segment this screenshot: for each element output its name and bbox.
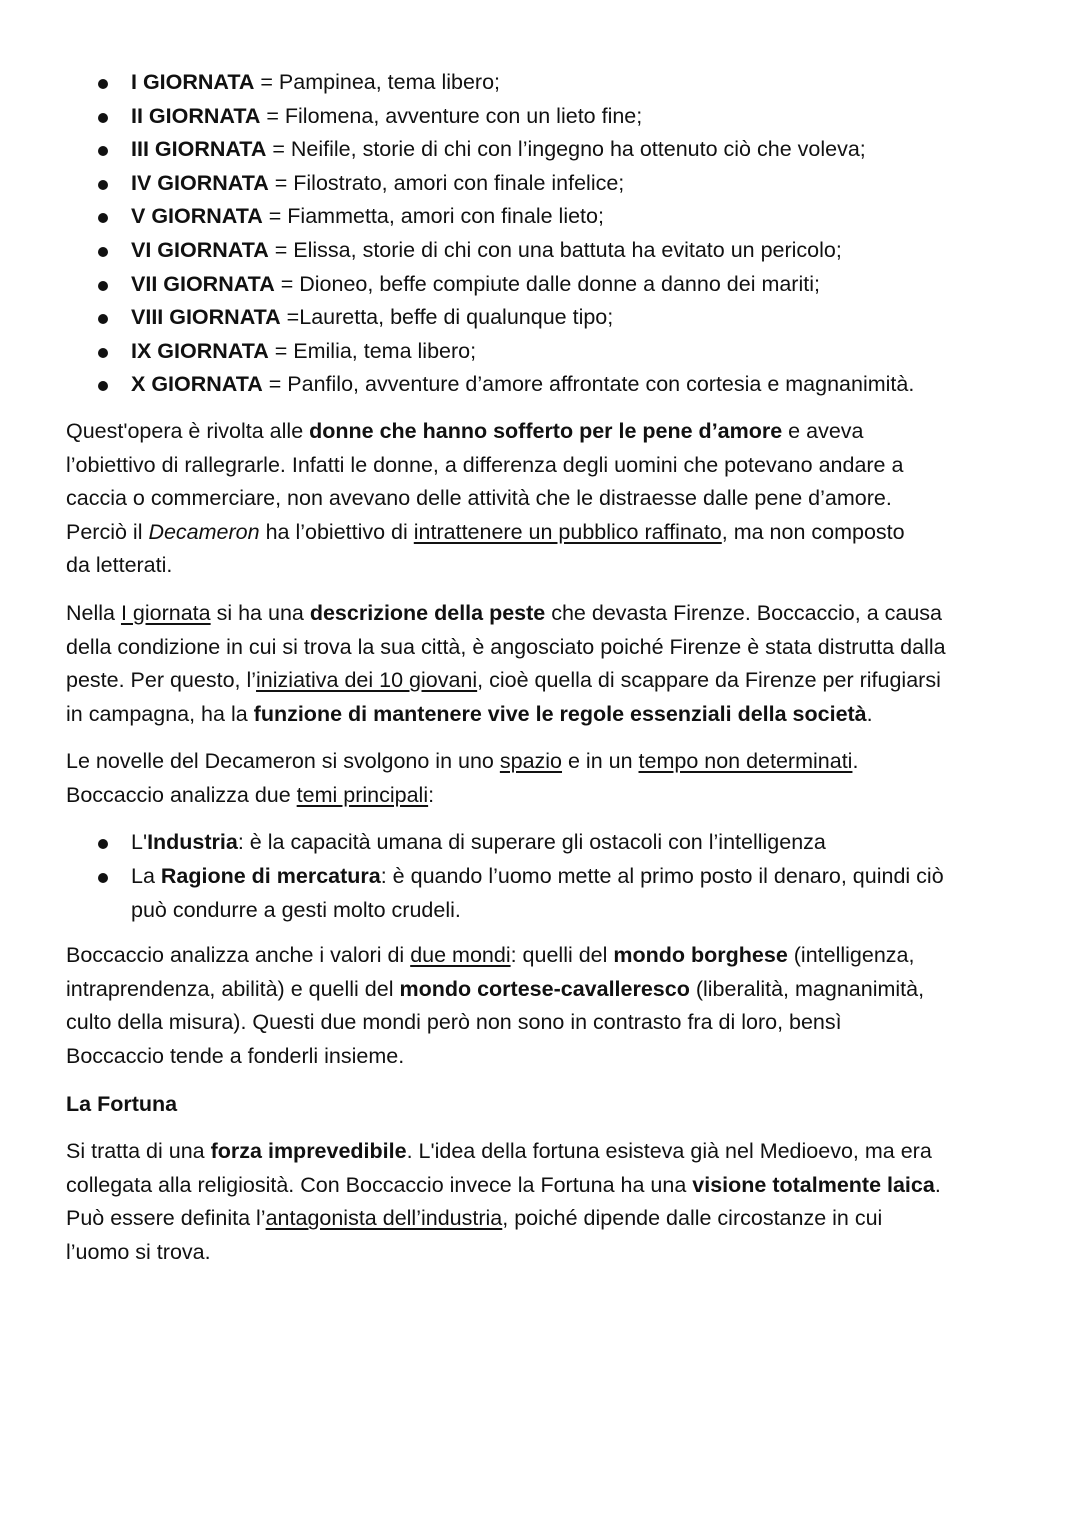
text-run: = Dioneo, beffe compiute dalle donne a danno dei mariti; bbox=[274, 271, 820, 296]
bold-text: VII GIORNATA bbox=[131, 271, 275, 296]
text-line bbox=[131, 301, 1026, 335]
text-run: : quelli del bbox=[510, 943, 614, 968]
text-run: caccia o commerciare, non avevano delle attività che le distraesse dalle pene d’amore. bbox=[66, 486, 892, 511]
tema-item bbox=[66, 860, 1026, 927]
text-run: l’uomo si trova. bbox=[66, 1240, 211, 1264]
bullet-icon bbox=[98, 348, 108, 358]
text-line bbox=[66, 631, 1026, 665]
text-run: (liberalità, magnanimità, bbox=[689, 976, 925, 1001]
paragraph-fortuna bbox=[66, 1135, 1026, 1269]
document-page bbox=[66, 66, 1026, 1284]
underlined-text: tempo non determinati bbox=[638, 749, 853, 774]
text-run: La bbox=[131, 864, 161, 889]
giornata-item bbox=[66, 167, 1026, 201]
text-run: = Filostrato, amori con finale infelice; bbox=[268, 170, 625, 195]
text-line bbox=[66, 664, 1026, 698]
giornata-item bbox=[66, 66, 1026, 100]
bold-text: funzione di mantenere vive le regole essenziali della società bbox=[253, 701, 867, 726]
bold-text: mondo borghese bbox=[613, 943, 788, 968]
giornata-item bbox=[66, 100, 1026, 134]
underlined-text: antagonista dell’industria bbox=[265, 1206, 503, 1231]
underlined-text: temi principali bbox=[296, 782, 429, 807]
text-line bbox=[131, 200, 1026, 234]
bold-text: II GIORNATA bbox=[131, 103, 261, 128]
text-line bbox=[66, 1236, 1026, 1270]
bullet-icon bbox=[98, 247, 108, 257]
bold-text: descrizione della peste bbox=[309, 600, 546, 625]
giornata-item bbox=[66, 368, 1026, 402]
text-run: Si tratta di una bbox=[66, 1139, 211, 1164]
underlined-text: I giornata bbox=[120, 600, 211, 625]
bold-text: VI GIORNATA bbox=[131, 237, 269, 262]
text-run: = Pampinea, tema libero; bbox=[254, 70, 501, 94]
text-run: . bbox=[934, 1172, 941, 1197]
bullet-icon bbox=[98, 839, 108, 849]
text-run: Quest'opera è rivolta alle bbox=[66, 418, 310, 443]
bold-text: Industria bbox=[147, 830, 238, 855]
text-run: = Neifile, storie di chi con l’ingegno ha ottenuto ciò che voleva; bbox=[266, 137, 866, 162]
text-line bbox=[66, 1006, 1026, 1040]
text-run: L' bbox=[131, 830, 148, 855]
bullet-icon bbox=[98, 180, 108, 190]
text-run: l’obiettivo di rallegrarle. Infatti le donne, a differenza degli uomini che potevano andare a bbox=[66, 452, 904, 477]
text-line bbox=[66, 1169, 1026, 1203]
text-run: . L'idea della fortuna esisteva già nel Medioevo, ma era bbox=[406, 1139, 932, 1164]
text-line bbox=[131, 826, 1026, 860]
text-run: della condizione in cui si trova la sua città, è angosciato poiché Firenze è stata distrutta dalla bbox=[66, 634, 946, 659]
bold-text: visione totalmente laica bbox=[692, 1172, 935, 1197]
text-line bbox=[131, 66, 1026, 100]
text-run: = Fiammetta, amori con finale lieto; bbox=[262, 204, 604, 229]
text-line bbox=[66, 549, 1026, 583]
bold-text: I GIORNATA bbox=[131, 70, 255, 94]
text-line bbox=[66, 449, 1026, 483]
bullet-icon bbox=[98, 79, 108, 89]
giornata-item bbox=[66, 133, 1026, 167]
text-run: Boccaccio tende a fonderli insieme. bbox=[66, 1044, 405, 1069]
bullet-icon bbox=[98, 381, 108, 391]
text-run: Boccaccio analizza anche i valori di bbox=[66, 943, 411, 968]
text-run: da letterati. bbox=[66, 553, 173, 578]
bold-text: IV GIORNATA bbox=[131, 170, 269, 195]
bullet-icon bbox=[98, 213, 108, 223]
text-run: : è la capacità umana di superare gli ostacoli con l’intelligenza bbox=[237, 830, 826, 855]
text-run: = Panfilo, avventure d’amore affrontate con cortesia e magnanimità. bbox=[262, 372, 915, 397]
giornata-item bbox=[66, 200, 1026, 234]
text-line bbox=[131, 234, 1026, 268]
text-line bbox=[131, 335, 1026, 369]
text-line bbox=[66, 745, 1026, 779]
text-run: Nella bbox=[66, 600, 121, 625]
text-line bbox=[131, 167, 1026, 201]
text-run: Perciò il bbox=[66, 519, 149, 544]
bold-text: III GIORNATA bbox=[131, 137, 267, 162]
text-line bbox=[66, 1135, 1026, 1169]
text-run: (intelligenza, bbox=[787, 943, 915, 968]
tema-item bbox=[66, 826, 1026, 860]
text-line bbox=[131, 894, 1026, 928]
text-line bbox=[66, 516, 1026, 550]
bullet-icon bbox=[98, 146, 108, 156]
bold-text: IX GIORNATA bbox=[131, 338, 269, 363]
text-line bbox=[66, 415, 1026, 449]
text-run: e in un bbox=[562, 749, 639, 774]
text-line bbox=[131, 368, 1026, 402]
giornata-item bbox=[66, 301, 1026, 335]
text-line bbox=[131, 100, 1026, 134]
text-run: e aveva bbox=[782, 418, 864, 443]
text-line bbox=[66, 482, 1026, 516]
bold-text: V GIORNATA bbox=[131, 204, 263, 229]
text-line bbox=[66, 698, 1026, 732]
text-run: = Emilia, tema libero; bbox=[268, 338, 477, 363]
text-run: Può essere definita l’ bbox=[66, 1206, 266, 1231]
text-run: si ha una bbox=[210, 600, 310, 625]
text-run: , cioè quella di scappare da Firenze per rifugiarsi bbox=[477, 668, 941, 693]
text-line bbox=[131, 133, 1026, 167]
bullet-icon bbox=[98, 873, 108, 883]
paragraph-peste bbox=[66, 597, 1026, 731]
text-run: peste. Per questo, l’ bbox=[66, 668, 257, 693]
text-line bbox=[131, 268, 1026, 302]
text-line bbox=[66, 1202, 1026, 1236]
bold-text: donne che hanno sofferto per le pene d’amore bbox=[309, 418, 783, 443]
text-run: =Lauretta, beffe di qualunque tipo; bbox=[280, 305, 614, 330]
text-line bbox=[66, 1040, 1026, 1074]
paragraph-destinatari bbox=[66, 415, 1026, 583]
bold-text: VIII GIORNATA bbox=[131, 305, 281, 330]
text-run: , poiché dipende dalle circostanze in cui bbox=[502, 1206, 883, 1231]
text-line bbox=[66, 939, 1026, 973]
heading-fortuna: La Fortuna bbox=[66, 1091, 178, 1116]
text-run: , ma non composto bbox=[721, 519, 905, 544]
giornate-list bbox=[66, 66, 1026, 402]
bold-text: forza imprevedibile bbox=[210, 1139, 407, 1164]
underlined-text: intrattenere un pubblico raffinato bbox=[413, 519, 722, 544]
bold-text: Ragione di mercatura bbox=[160, 864, 381, 889]
underlined-text: iniziativa dei 10 giovani bbox=[256, 668, 478, 693]
giornata-item bbox=[66, 234, 1026, 268]
underlined-text: due mondi bbox=[410, 943, 511, 968]
underlined-text: spazio bbox=[499, 749, 563, 774]
text-run: culto della misura). Questi due mondi però non sono in contrasto fra di loro, bensì bbox=[66, 1010, 842, 1035]
bold-text: X GIORNATA bbox=[131, 372, 263, 397]
text-run: : bbox=[428, 782, 435, 807]
text-run: . bbox=[852, 749, 859, 774]
text-run: che devasta Firenze. Boccaccio, a causa bbox=[545, 600, 943, 625]
text-line bbox=[66, 973, 1026, 1007]
bold-text: mondo cortese-cavalleresco bbox=[399, 976, 690, 1001]
text-run: = Filomena, avventure con un lieto fine; bbox=[260, 103, 643, 128]
text-run: Boccaccio analizza due bbox=[66, 782, 297, 807]
bullet-icon bbox=[98, 281, 108, 291]
temi-list bbox=[66, 826, 1026, 927]
giornata-item bbox=[66, 268, 1026, 302]
paragraph-temi bbox=[66, 745, 1026, 812]
bullet-icon bbox=[98, 314, 108, 324]
text-line bbox=[66, 779, 1026, 813]
text-run: in campagna, ha la bbox=[66, 701, 254, 726]
bullet-icon bbox=[98, 113, 108, 123]
text-run: Le novelle del Decameron si svolgono in uno bbox=[66, 749, 500, 774]
text-run: ha l’obiettivo di bbox=[259, 519, 414, 544]
text-run: = Elissa, storie di chi con una battuta ha evitato un pericolo; bbox=[268, 237, 842, 262]
text-line bbox=[66, 597, 1026, 631]
text-line bbox=[131, 860, 1026, 894]
giornata-item bbox=[66, 335, 1026, 369]
text-run: intraprendenza, abilità) e quelli del bbox=[66, 976, 400, 1001]
text-run: . bbox=[866, 701, 873, 726]
paragraph-due-mondi bbox=[66, 939, 1026, 1073]
text-run: : è quando l’uomo mette al primo posto il denaro, quindi ciò bbox=[380, 864, 944, 889]
text-run: può condurre a gesti molto crudeli. bbox=[131, 897, 461, 922]
text-run: collegata alla religiosità. Con Boccaccio invece la Fortuna ha una bbox=[66, 1172, 693, 1197]
italic-text: Decameron bbox=[148, 519, 260, 544]
